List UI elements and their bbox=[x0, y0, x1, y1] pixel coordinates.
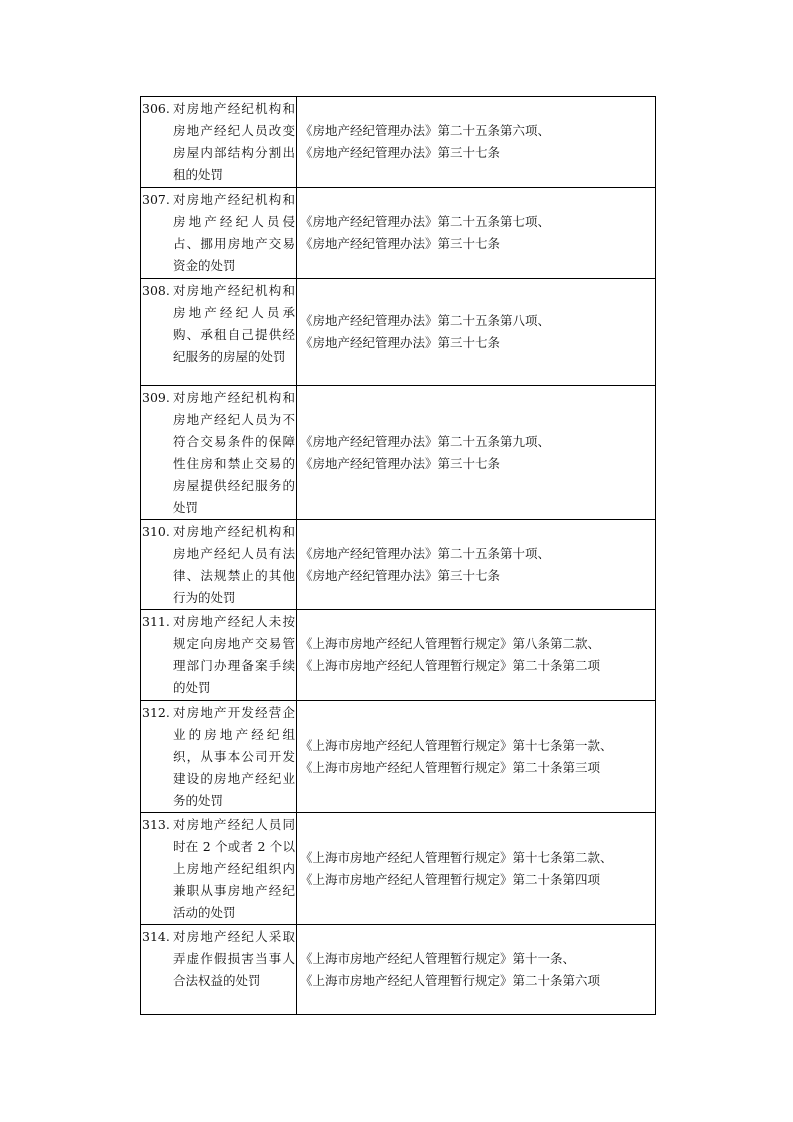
item-description: 对房地产经纪机构和房地产经纪人员侵占、挪用房地产交易资金的处罚 bbox=[173, 192, 295, 273]
legal-basis-line: 《房地产经纪管理办法》第二十五条第六项、 bbox=[300, 123, 551, 138]
penalty-item-cell bbox=[141, 188, 297, 279]
legal-basis-line: 《房地产经纪管理办法》第二十五条第七项、 bbox=[300, 214, 551, 229]
table-row bbox=[141, 520, 656, 610]
legal-basis-line: 《房地产经纪管理办法》第三十七条 bbox=[300, 567, 501, 583]
item-description: 对房地产经纪机构和房地产经纪人员为不符合交易条件的保障性住房和禁止交易的房屋提供经纪服务的处罚 bbox=[173, 390, 295, 515]
legal-basis-cell bbox=[297, 925, 656, 1015]
penalty-item-cell bbox=[141, 813, 297, 925]
legal-basis-cell bbox=[297, 701, 656, 813]
legal-basis-line: 《上海市房地产经纪人管理暂行规定》第八条第二款、 bbox=[300, 636, 601, 651]
table-row bbox=[141, 701, 656, 813]
penalty-item-cell bbox=[141, 386, 297, 520]
item-number: 306. bbox=[142, 101, 170, 116]
legal-basis-line: 《上海市房地产经纪人管理暂行规定》第二十条第四项 bbox=[300, 871, 601, 887]
item-description: 对房地产经纪机构和房地产经纪人员承购、承租自己提供经纪服务的房屋的处罚 bbox=[173, 283, 295, 364]
item-description: 对房地产经纪人未按规定向房地产交易管理部门办理备案手续的处罚 bbox=[173, 614, 295, 695]
legal-basis-line: 《房地产经纪管理办法》第三十七条 bbox=[300, 145, 501, 160]
item-number: 309. bbox=[142, 390, 170, 405]
table-row bbox=[141, 97, 656, 188]
penalty-item-cell bbox=[141, 520, 297, 610]
legal-basis-cell bbox=[297, 188, 656, 279]
legal-basis-cell bbox=[297, 813, 656, 925]
legal-basis-line: 《上海市房地产经纪人管理暂行规定》第二十条第六项 bbox=[300, 972, 601, 988]
item-description: 对房地产经纪人员同时在 2 个或者 2 个以上房地产经纪组织内兼职从事房地产经纪活动的处罚 bbox=[173, 817, 295, 920]
item-number: 307. bbox=[142, 192, 170, 207]
legal-basis-cell bbox=[297, 520, 656, 610]
legal-basis-line: 《上海市房地产经纪人管理暂行规定》第十七条第一款、 bbox=[300, 737, 613, 753]
table-row bbox=[141, 925, 656, 1015]
legal-basis-line: 《上海市房地产经纪人管理暂行规定》第二十条第二项 bbox=[300, 658, 601, 673]
legal-basis-cell bbox=[297, 610, 656, 701]
legal-basis-line: 《上海市房地产经纪人管理暂行规定》第十七条第二款、 bbox=[300, 849, 613, 865]
table-row bbox=[141, 610, 656, 701]
item-number: 311. bbox=[142, 614, 170, 629]
legal-basis-line: 《房地产经纪管理办法》第二十五条第九项、 bbox=[300, 433, 551, 449]
legal-basis-line: 《房地产经纪管理办法》第三十七条 bbox=[300, 335, 501, 350]
table-row bbox=[141, 279, 656, 386]
penalty-basis-table bbox=[140, 96, 656, 1015]
legal-basis-cell bbox=[297, 386, 656, 520]
table-row bbox=[141, 813, 656, 925]
item-description: 对房地产经纪机构和房地产经纪人员有法律、法规禁止的其他行为的处罚 bbox=[173, 524, 295, 605]
item-number: 312. bbox=[142, 705, 170, 720]
legal-basis-line: 《房地产经纪管理办法》第二十五条第八项、 bbox=[300, 313, 551, 328]
item-number: 310. bbox=[142, 524, 170, 539]
table-row bbox=[141, 188, 656, 279]
penalty-item-cell bbox=[141, 97, 297, 188]
legal-basis-line: 《上海市房地产经纪人管理暂行规定》第二十条第三项 bbox=[300, 759, 601, 775]
legal-basis-cell bbox=[297, 279, 656, 386]
item-number: 314. bbox=[142, 929, 170, 944]
item-description: 对房地产经纪人采取弄虚作假损害当事人合法权益的处罚 bbox=[173, 929, 295, 988]
item-number: 308. bbox=[142, 283, 170, 298]
legal-basis-line: 《房地产经纪管理办法》第二十五条第十项、 bbox=[300, 545, 551, 561]
legal-basis-cell bbox=[297, 97, 656, 188]
item-description: 对房地产经纪机构和房地产经纪人员改变房屋内部结构分割出租的处罚 bbox=[173, 101, 295, 182]
penalty-item-cell bbox=[141, 279, 297, 386]
item-description: 对房地产开发经营企业的房地产经纪组织，从事本公司开发建设的房地产经纪业务的处罚 bbox=[173, 705, 295, 808]
legal-basis-line: 《房地产经纪管理办法》第三十七条 bbox=[300, 455, 501, 471]
legal-basis-line: 《上海市房地产经纪人管理暂行规定》第十一条、 bbox=[300, 950, 576, 966]
penalty-item-cell bbox=[141, 610, 297, 701]
legal-basis-line: 《房地产经纪管理办法》第三十七条 bbox=[300, 236, 501, 251]
item-number: 313. bbox=[142, 817, 170, 832]
table-row bbox=[141, 386, 656, 520]
penalty-item-cell bbox=[141, 701, 297, 813]
penalty-item-cell bbox=[141, 925, 297, 1015]
